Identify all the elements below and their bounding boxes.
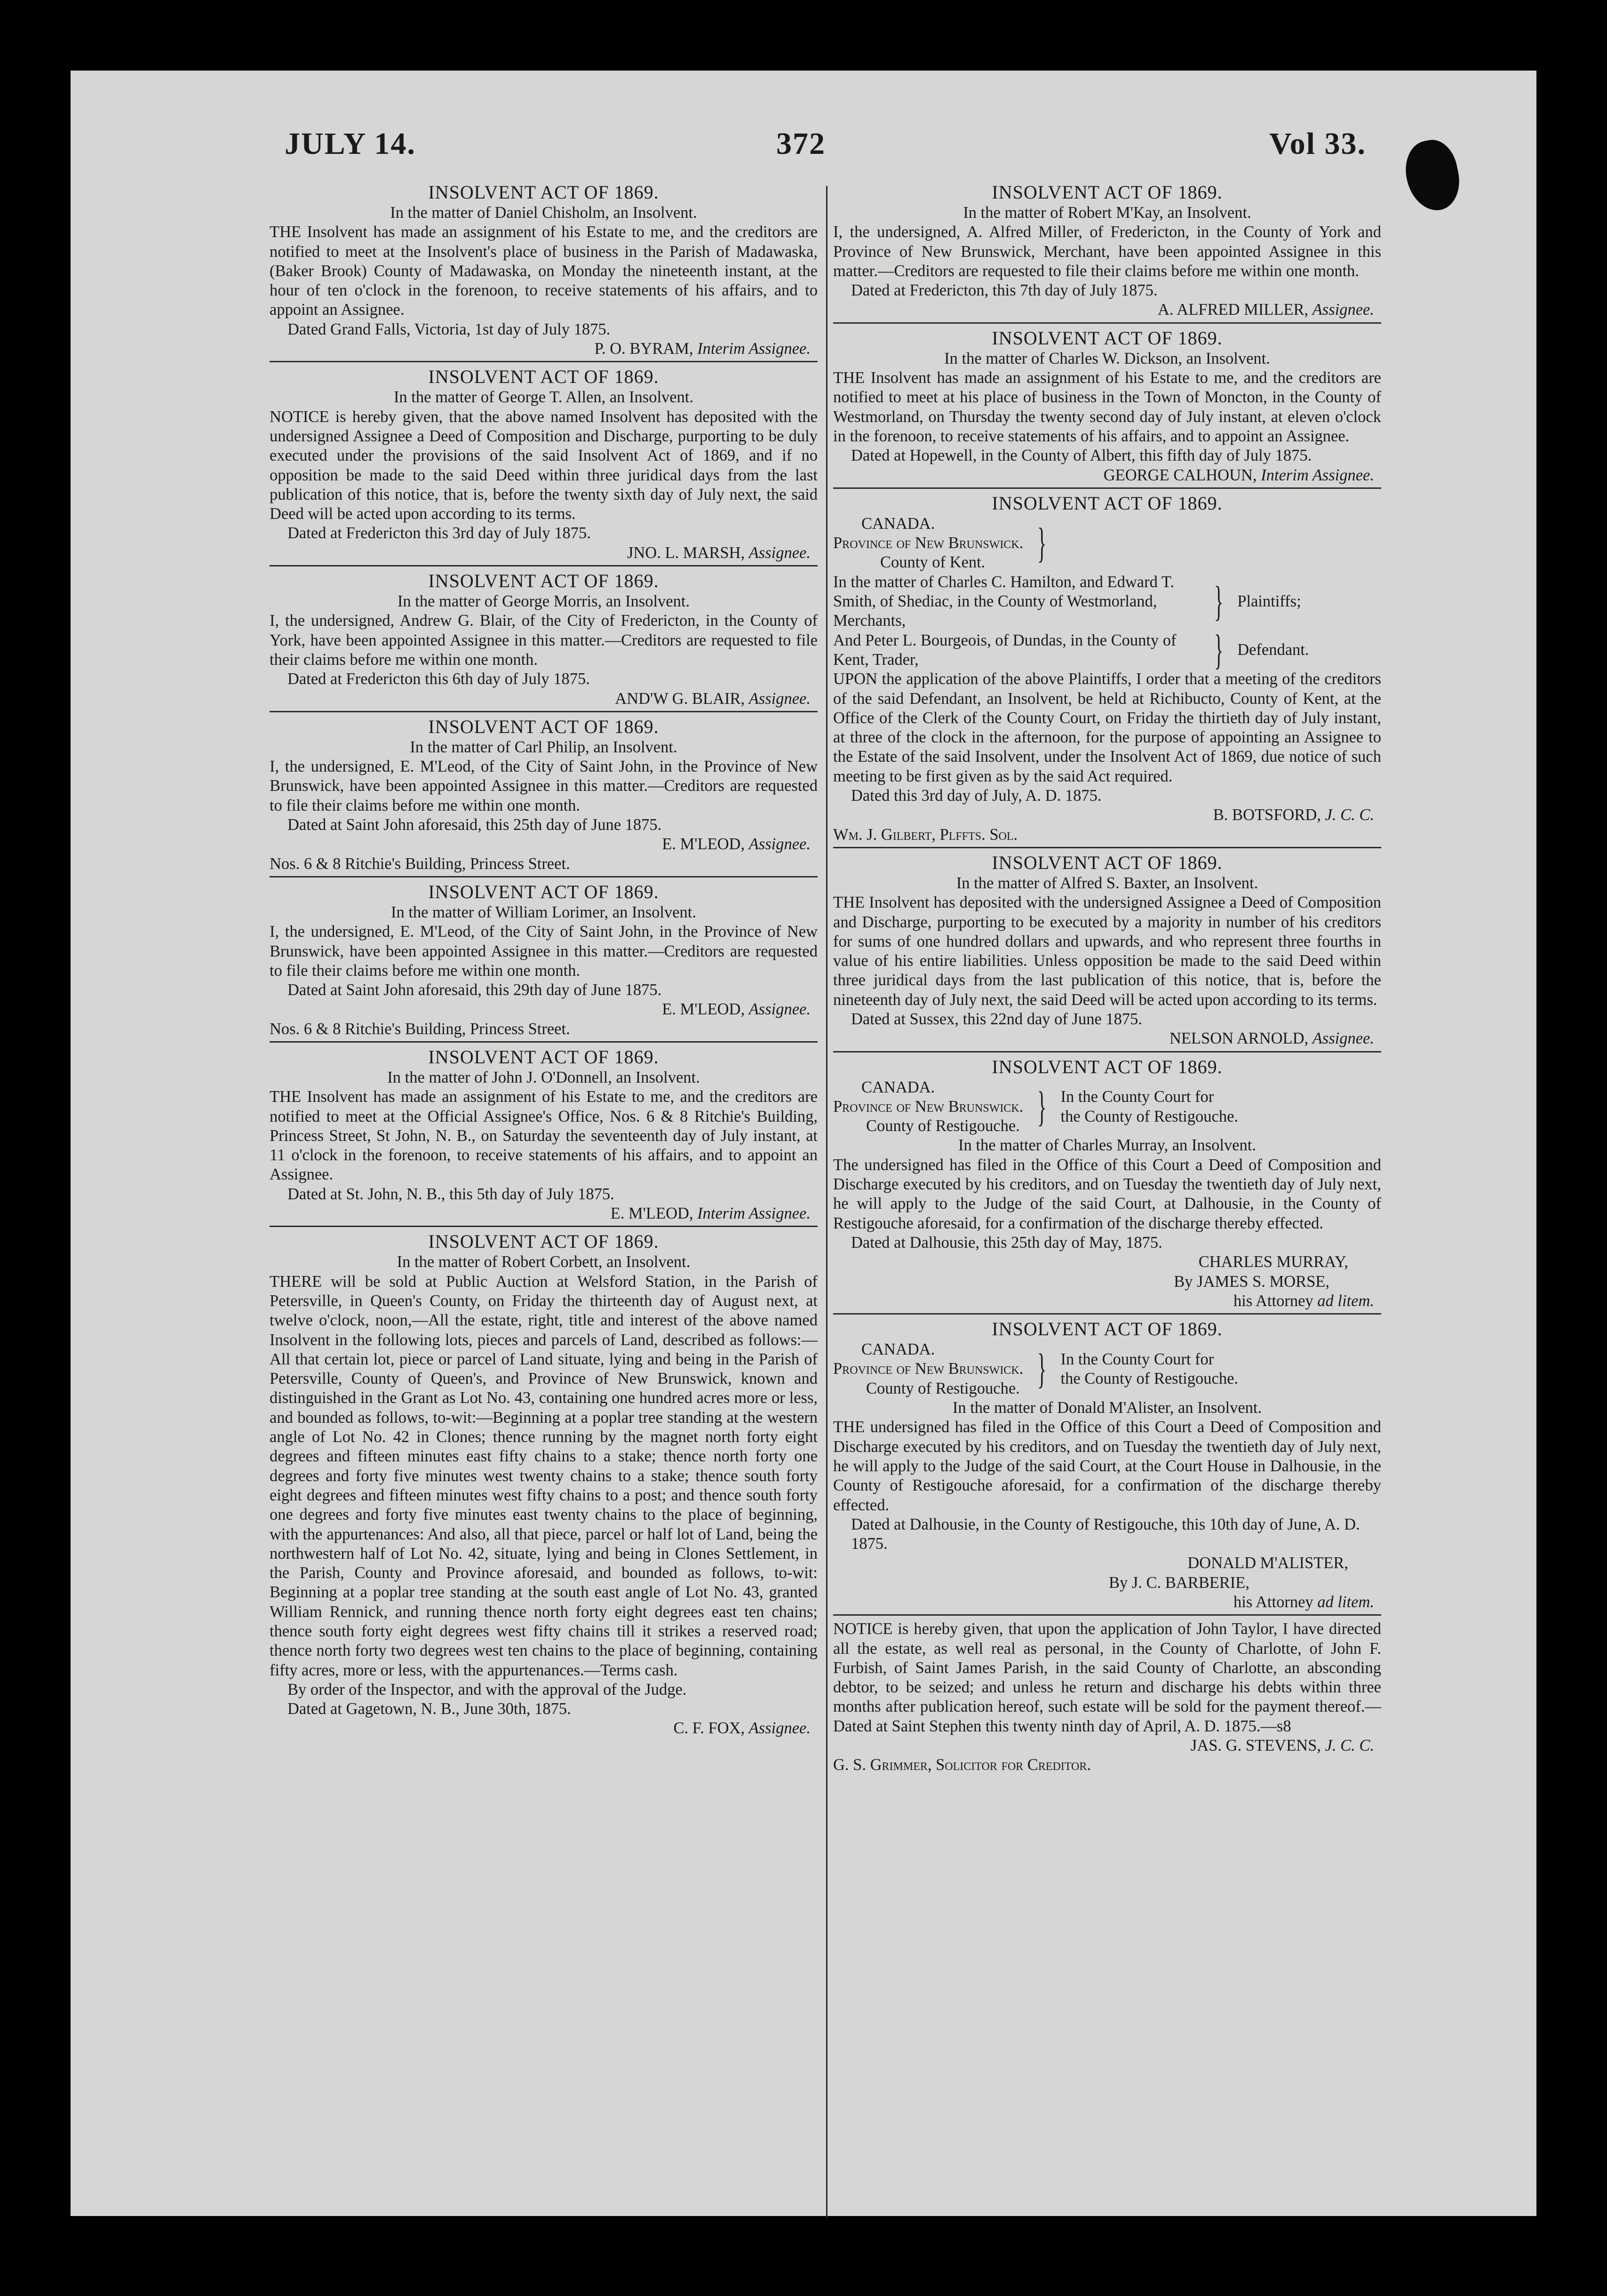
column-divider [826, 186, 827, 2218]
notice-furbish [833, 1619, 1381, 1777]
notice-subject: In the matter of Robert Corbett, an Insolvent. [397, 1253, 691, 1271]
right-column [833, 182, 1381, 1781]
notice-body: NOTICE is hereby given, that upon the application of John Taylor, I have directed all the estate, as well real as personal, in the County of Charlotte, of John F. Furbish, of Saint James Parish, in the said County of Charlotte, an absconding debtor, to be seized; and unless he return and discharge his debts within three months after publication hereof, such estate will be sold for the payment thereof.—Dated at Saint Stephen this twenty ninth day of April, A. D. 1875.—s8 [833, 1620, 1381, 1735]
brace-glyph: } [1214, 626, 1224, 673]
notice-signature: E. M'LEOD, Interim Assignee. [610, 1204, 811, 1223]
notice-hamilton [833, 493, 1381, 848]
notice-order: By order of the Inspector, and with the approval of the Judge. [287, 1680, 687, 1698]
notice-title: INSOLVENT ACT OF 1869. [992, 327, 1223, 349]
attorney-role: his Attorney ad litem. [1233, 1593, 1374, 1611]
notice-subject: In the matter of George Morris, an Insolvent. [397, 592, 690, 611]
notice-subject: In the matter of Charles Murray, an Insolvent. [958, 1136, 1256, 1155]
notice-subject: In the matter of Charles W. Dickson, an Insolvent. [944, 349, 1270, 367]
notice-title: INSOLVENT ACT OF 1869. [992, 1056, 1223, 1077]
defendant-line: And Peter L. Bourgeois, of Dundas, in the County of Kent, Trader, } Defendant. [833, 626, 1309, 673]
notice-title: INSOLVENT ACT OF 1869. [428, 881, 659, 902]
notice-subject: In the matter of John J. O'Donnell, an Insolvent. [387, 1068, 700, 1086]
notice-signature: E. M'LEOD, Assignee. [662, 835, 811, 853]
notice-body: NOTICE is hereby given, that the above named Insolvent has deposited with the undersigned Assignee a Deed of Composition and Discharge, purporting to be duly executed under the provisions of the said Insolvent Act of 1869, and if no opposition be made to the said Deed within three juridical days from the last publication of this notice, that is, before the twenty sixth day of July next, the said Deed will be acted upon according to its terms. [270, 407, 818, 523]
notice-title: INSOLVENT ACT OF 1869. [428, 1231, 659, 1252]
caption-country: CANADA. [861, 1340, 935, 1359]
notice-title: INSOLVENT ACT OF 1869. [428, 716, 659, 737]
notice-allen [270, 366, 818, 566]
notice-dated: Dated at Saint John aforesaid, this 25th day of June 1875. [287, 816, 662, 834]
notice-signature: NELSON ARNOLD, Assignee. [1169, 1029, 1374, 1048]
plaintiffs-line: In the matter of Charles C. Hamilton, and Edward T. Smith, of Shediac, in the County of Westmorland, Merchants, } Plaintiffs; [833, 573, 1301, 630]
caption-province: Province of New Brunswick. [833, 1097, 1024, 1116]
notice-dated: Dated at Fredericton this 6th day of July 1875. [287, 670, 590, 688]
notice-dated: Dated at Saint John aforesaid, this 29th day of June 1875. [287, 981, 662, 999]
court-caption [833, 1078, 1381, 1136]
volume-number: Vol 33. [1269, 127, 1366, 161]
caption-county: County of Kent. [880, 553, 986, 572]
notice-dated: Dated Grand Falls, Victoria, 1st day of July 1875. [287, 320, 611, 338]
notice-title: INSOLVENT ACT OF 1869. [428, 570, 659, 592]
notice-malister [833, 1318, 1381, 1616]
notice-title: INSOLVENT ACT OF 1869. [992, 492, 1223, 514]
notice-address: Nos. 6 & 8 Ritchie's Building, Princess Street. [270, 1020, 570, 1038]
notice-address: Nos. 6 & 8 Ritchie's Building, Princess Street. [270, 854, 570, 873]
notice-body: THE Insolvent has made an assignment of his Estate to me, and the creditors are notified to meet at the Official Assignee's Office, Nos. 6 & 8 Ritchie's Building, Princess Street, St John, N. B., on Saturday the seventeenth day of July instant, at 11 o'clock in the forenoon, to receive statements of his affairs, and to appoint an Assignee. [270, 1088, 818, 1184]
solicitor-line: Wm. J. Gilbert, Plffts. Sol. [833, 825, 1018, 844]
page-date: JULY 14. [285, 127, 416, 161]
notice-body: THE Insolvent has made an assignment of his Estate to me, and the creditors are notified to meet at the Insolvent's place of business in the Parish of Madawaska, (Baker Brook) County of Madawaska, on Monday the nineteenth instant, at the hour of ten o'clock in the forenoon, to receive statements of his affairs, and to appoint an Assignee. [270, 223, 818, 319]
notice-body: I, the undersigned, A. Alfred Miller, of Fredericton, in the County of York and Province of New Brunswick, Merchant, have been appointed Assignee in this matter.—Creditors are requested to file their claims before me within one month. [833, 223, 1381, 280]
notice-title: INSOLVENT ACT OF 1869. [428, 1046, 659, 1068]
notice-body: I, the undersigned, E. M'Leod, of the City of Saint John, in the Province of New Brunswick, have been appointed Assignee in this matter.—Creditors are requested to file their claims before me within one month. [270, 923, 818, 980]
notice-signature: AND'W G. BLAIR, Assignee. [615, 689, 811, 708]
notice-chisholm [270, 182, 818, 362]
notice-signature: DONALD M'ALISTER, [1187, 1554, 1348, 1572]
notice-body: THE Insolvent has deposited with the undersigned Assignee a Deed of Composition and Discharge, purporting to be executed by a majority in number of his creditors for sums of one hundred dollars and upwards, and who represent three fourths in value of his entire liabilities. Unless opposition be made to the said Deed within three juridical days from the last publication of this notice, that is, before the nineteenth day of July next, the said Deed will be acted upon according to its terms. [833, 893, 1381, 1009]
notice-title: INSOLVENT ACT OF 1869. [428, 182, 659, 203]
notice-morris [270, 570, 818, 712]
notice-dated: Dated at Hopewell, in the County of Albert, this fifth day of July 1875. [851, 446, 1312, 465]
notice-philip [270, 716, 818, 877]
left-column [270, 182, 818, 1745]
caption-court: In the County Court for the County of Restigouche. [1060, 1088, 1239, 1125]
notice-dated: Dated at St. John, N. B., this 5th day of July 1875. [287, 1185, 614, 1203]
caption-province: Province of New Brunswick. [833, 1360, 1024, 1378]
notice-subject: In the matter of William Lorimer, an Insolvent. [390, 903, 697, 921]
brace-glyph: } [1037, 1346, 1047, 1393]
notice-odonnell [270, 1046, 818, 1227]
notice-signature: P. O. BYRAM, Interim Assignee. [594, 340, 811, 358]
notice-title: INSOLVENT ACT OF 1869. [992, 182, 1223, 203]
notice-signature: GEORGE CALHOUN, Interim Assignee. [1103, 466, 1374, 484]
attorney-role: his Attorney ad litem. [1233, 1292, 1374, 1310]
notice-subject: In the matter of George T. Allen, an Insolvent. [393, 388, 694, 407]
notice-dated: Dated at Dalhousie, in the County of Restigouche, this 10th day of June, A. D. 1875. [851, 1515, 1360, 1553]
notice-dated: Dated this 3rd day of July, A. D. 1875. [851, 787, 1102, 805]
page-number: 372 [776, 127, 826, 161]
notice-signature: JAS. G. STEVENS, J. C. C. [1190, 1737, 1374, 1755]
notice-signature: B. BOTSFORD, J. C. C. [1213, 806, 1374, 824]
notice-subject: In the matter of Robert M'Kay, an Insolvent. [963, 204, 1251, 222]
caption-province: Province of New Brunswick. [833, 534, 1024, 552]
notice-signature: A. ALFRED MILLER, Assignee. [1158, 301, 1374, 319]
solicitor-line: G. S. Grimmer, Solicitor for Creditor. [833, 1756, 1091, 1774]
notice-body: The undersigned has filed in the Office of this Court a Deed of Composition and Discharge executed by his creditors, and on Tuesday the twentieth day of July next, he will apply to the Judge of the said Court, at Dalhousie, in the County of Restigouche aforesaid, for a confirmation of the discharge thereby effected. [833, 1156, 1381, 1232]
notice-mkay [833, 182, 1381, 324]
notice-body: UPON the application of the above Plaintiffs, I order that a meeting of the creditors of the said Defendant, an Insolvent, be held at Richibucto, County of Kent, at the Office of the Clerk of the County Court, on Friday the thirtieth day of July instant, at three of the clock in the afternoon, for the purpose of appointing an Assignee to the Estate of the said Insolvent, under the Insolvent Act of 1869, due notice of such meeting to be first given as by the said Act required. [833, 670, 1381, 785]
notice-title: INSOLVENT ACT OF 1869. [992, 1318, 1223, 1340]
notice-subject: In the matter of Alfred S. Baxter, an Insolvent. [956, 874, 1258, 892]
notice-title: INSOLVENT ACT OF 1869. [428, 366, 659, 388]
notice-lorimer [270, 881, 818, 1043]
brace-glyph: } [1037, 519, 1047, 566]
notice-dated: Dated at Fredericton, this 7th day of July 1875. [851, 281, 1158, 300]
notice-baxter [833, 852, 1381, 1052]
caption-country: CANADA. [861, 1078, 935, 1096]
notice-attorney: By JAMES S. MORSE, [1174, 1272, 1329, 1291]
notice-dated: Dated at Fredericton this 3rd day of July 1875. [287, 524, 591, 542]
notice-dated: Dated at Sussex, this 22nd day of June 1875. [851, 1010, 1143, 1028]
caption-county: County of Restigouche. [866, 1117, 1020, 1135]
court-caption [833, 514, 1381, 573]
notice-signature: E. M'LEOD, Assignee. [662, 1000, 811, 1019]
notice-corbett [270, 1231, 818, 1740]
notice-subject: In the matter of Daniel Chisholm, an Insolvent. [390, 204, 697, 222]
notice-body: I, the undersigned, Andrew G. Blair, of the City of Fredericton, in the County of York, have been appointed Assignee in this matter.—Creditors are requested to file their claims before me within one month. [270, 612, 818, 669]
notice-body: THE undersigned has filed in the Office of this Court a Deed of Composition and Discharge executed by his creditors, and on Tuesday the twentieth day of July next, he will apply to the Judge of the said Court, at the Court House in Dalhousie, in the County of Restigouche aforesaid, for a confirmation of the discharge thereby effected. [833, 1418, 1381, 1514]
brace-glyph: } [1037, 1083, 1047, 1130]
notice-subject: In the matter of Carl Philip, an Insolvent. [410, 738, 677, 756]
notice-body: THERE will be sold at Public Auction at Welsford Station, in the Parish of Petersville, in Queen's County, on Friday the thirteenth day of August next, at twelve o'clock, noon,—All the estate, right, title and interest of the above named Insolvent in the following lots, pieces and parcels of Land, described as follows:—All that certain lot, piece or parcel of Land situate, lying and being in the Parish of Petersville, County of Queen's, and Province of New Brunswick, known and distinguished in the Grant as Lot No. 43, containing one hundred acres more or less, and bounded as follows, to-wit:—Beginning at a poplar tree standing at the western angle of Lot No. 42 in Clones; thence running by the magnet north forty eight degrees and fifteen minutes east fifty chains to a stake; thence north forty one degrees and forty five minutes west twenty chains to a stake; thence south forty eight degrees and fifteen minutes west fifty chains to a post; and thence south forty one degrees and forty five minutes east twenty chains to the place of beginning, with the appurtenances: And also, all that piece, parcel or half lot of Land, being the northwestern half of Lot No. 42, situate, lying and being in Clones Settlement, in the Parish, County and Province aforesaid, and bounded as follows, to-wit: Beginning at a poplar tree standing at the south east angle of Lot No. 43, granted William Rennick, and running thence north forty eight degrees east ten chains; thence south forty eight degrees west fifty chains till it strikes a reserved road; thence north forty two degrees west ten chains to the place of beginning, containing fifty acres, more or less, with the appurtenances.—Terms cash. [270, 1272, 818, 1679]
notice-murray [833, 1056, 1381, 1315]
notice-body: I, the undersigned, E. M'Leod, of the City of Saint John, in the Province of New Brunswick, have been appointed Assignee in this matter.—Creditors are requested to file their claims before me within one month. [270, 757, 818, 814]
caption-country: CANADA. [861, 514, 935, 533]
notice-dated: Dated at Dalhousie, this 25th day of May, 1875. [851, 1233, 1162, 1252]
caption-county: County of Restigouche. [866, 1379, 1020, 1397]
notice-signature: C. F. FOX, Assignee. [673, 1719, 811, 1738]
notice-signature: CHARLES MURRAY, [1198, 1253, 1348, 1271]
notice-signature: JNO. L. MARSH, Assignee. [627, 543, 811, 562]
notice-attorney: By J. C. BARBERIE, [1108, 1573, 1249, 1592]
caption-court: In the County Court for the County of Restigouche. [1060, 1350, 1239, 1388]
notice-dated: Dated at Gagetown, N. B., June 30th, 1875. [287, 1700, 571, 1718]
notice-dickson [833, 327, 1381, 489]
notice-subject: In the matter of Donald M'Alister, an Insolvent. [952, 1399, 1262, 1417]
notice-body: THE Insolvent has made an assignment of his Estate to me, and the creditors are notified to meet at his place of business in the Town of Moncton, in the County of Westmorland, on Thursday the twenty second day of July instant, at eleven o'clock in the forenoon, to receive statements of his affairs, and to appoint an Assignee. [833, 369, 1381, 445]
brace-glyph: } [1214, 578, 1224, 625]
court-caption [833, 1340, 1381, 1398]
notice-title: INSOLVENT ACT OF 1869. [992, 852, 1223, 873]
